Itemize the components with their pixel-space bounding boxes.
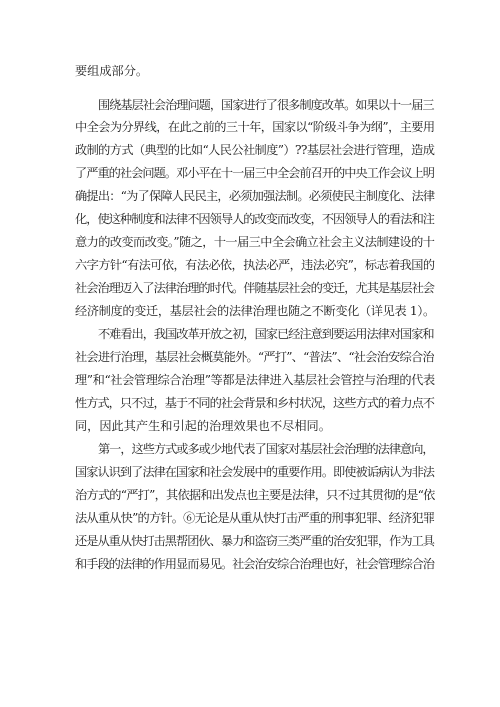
text-line: 国家认识到了法律在国家和社会发展中的重要作用。即使被诟病认为非法	[75, 465, 435, 479]
text-line: 法从重从快”的方针。⑥无论是从重从快打击严重的刑事犯罪、经济犯罪	[75, 511, 435, 525]
paragraph-first-line: 第一，这些方式或多或少地代表了国家对基层社会治理的法律意向，	[98, 442, 434, 456]
text-line: 和手段的法律的作用显而易见。社会治安综合治理也好，社会管理综合治	[75, 557, 435, 571]
text-line: 同，因此其产生和引起的治理效果也不尽相同。	[75, 419, 331, 433]
text-line: 确提出：“为了保障人民民主，必须加强法制。必须使民主制度化、法律	[75, 189, 435, 203]
text-line: 政制的方式（典型的比如“人民公社制度”）??基层社会进行管理，造成	[75, 143, 435, 157]
text-line: 治方式的“严打”，其依据和出发点也主要是法律，只不过其贯彻的是“依	[75, 488, 435, 502]
text-line: 还是从重从快打击黑帮团伙、暴力和盗窃三类严重的治安犯罪，作为工具	[75, 534, 435, 548]
text-line: 中全会为分界线，在此之前的三十年，国家以“阶级斗争为纲”，主要用	[75, 120, 435, 134]
text-line: 化，使这种制度和法律不因领导人的改变而改变，不因领导人的看法和注	[75, 212, 435, 226]
text-line: 理”和“社会管理综合治理”等都是法律进入基层社会管控与治理的代表	[75, 373, 435, 387]
text-line: 社会进行治理，基层社会概莫能外。“严打”、“普法”、“社会治安综合治	[75, 350, 434, 364]
text-line: 意力的改变而改变。”随之，十一届三中全会确立社会主义法制建设的十	[75, 235, 435, 249]
text-line: 社会治理迈入了法律治理的时代。伴随基层社会的变迁，尤其是基层社会	[75, 281, 435, 295]
paragraph-first-line: 不难看出，我国改革开放之初，国家已经注意到要运用法律对国家和	[98, 327, 434, 341]
text-line: 经济制度的变迁，基层社会的法律治理也随之不断变化（详见表 1）。	[75, 304, 435, 318]
text-line: 要组成部分。	[75, 64, 149, 78]
text-line: 六字方针“有法可依，有法必依，执法必严，违法必究”，标志着我国的	[75, 258, 435, 272]
paragraph-first-line: 围绕基层社会治理问题，国家进行了很多制度改革。如果以十一届三	[98, 98, 434, 112]
text-line: 了严重的社会问题。邓小平在十一届三中全会前召开的中央工作会议上明	[75, 166, 435, 180]
text-line: 性方式，只不过，基于不同的社会背景和乡村状况，这些方式的着力点不	[75, 396, 435, 410]
